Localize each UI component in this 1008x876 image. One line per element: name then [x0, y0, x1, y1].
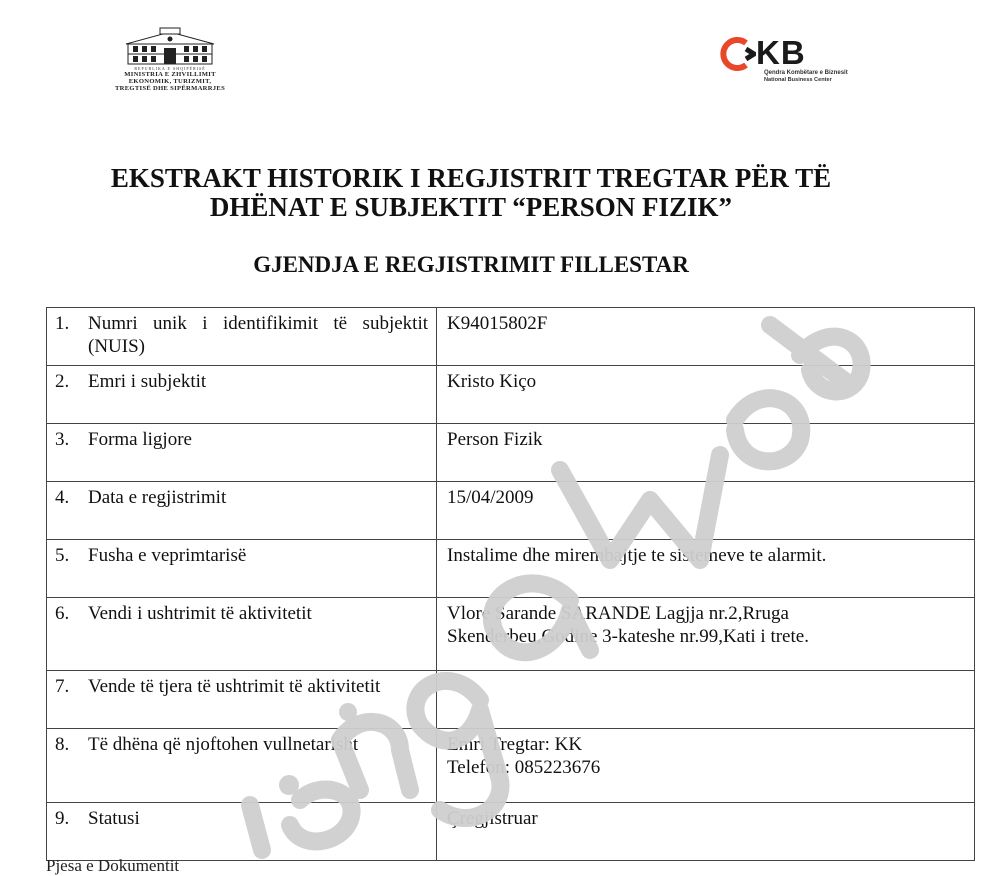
row-label-text: Fusha e veprimtarisë	[88, 545, 247, 566]
row-value-cell	[437, 729, 975, 803]
row-label-text: Statusi	[88, 808, 140, 829]
table-row	[47, 366, 975, 424]
row-label-text: Forma ligjore	[88, 429, 192, 450]
row-label	[55, 675, 428, 698]
table-row	[47, 482, 975, 540]
row-value-line: Instalime dhe mirembajtje te sistemeve te alarmit.	[447, 545, 827, 566]
row-value-cell	[437, 482, 975, 540]
table-row	[47, 308, 975, 366]
table-row	[47, 729, 975, 803]
row-label-text: Vendi i ushtrimit të aktivitetit	[88, 603, 312, 624]
row-label	[55, 807, 428, 830]
table-row	[47, 598, 975, 671]
row-value-cell	[437, 540, 975, 598]
ministry-name-line3: TREGTISË DHE SIPËRMARRJES	[114, 85, 226, 92]
row-number: 6.	[55, 603, 70, 624]
row-value-line: Emri Tregtar: KK	[447, 734, 583, 755]
row-label-text: Emri i subjektit	[88, 371, 207, 392]
row-value-cell	[437, 598, 975, 671]
row-label	[55, 602, 428, 625]
row-number: 3.	[55, 429, 70, 450]
row-value-cell	[437, 366, 975, 424]
row-label-cell	[47, 729, 437, 803]
row-value-line: Kristo Kiço	[447, 371, 537, 392]
row-label-text: Vende të tjera të ushtrimit të aktivitetit	[88, 676, 381, 697]
ministry-building-icon	[120, 26, 220, 66]
row-value-cell	[437, 424, 975, 482]
row-value-line: K94015802F	[447, 313, 548, 334]
table-row	[47, 803, 975, 861]
footer-partial-text: Pjesa e Dokumentit	[46, 856, 180, 875]
row-label	[55, 312, 428, 358]
row-label-text: Data e regjistrimit	[88, 487, 227, 508]
row-number: 8.	[55, 734, 70, 755]
row-label	[55, 544, 428, 567]
register-table	[46, 307, 975, 861]
okb-ring-icon	[716, 36, 756, 72]
table-row	[47, 424, 975, 482]
document-subtitle: GJENDJA E REGJISTRIMIT FILLESTAR	[253, 252, 689, 277]
ministry-republic-text: REPUBLIKA E SHQIPËRISË	[134, 66, 206, 71]
row-label-cell	[47, 366, 437, 424]
row-label-cell	[47, 424, 437, 482]
row-label-text: Numri unik i identifikimit të subjektit (NUIS)	[88, 313, 428, 357]
register-table-body	[47, 308, 975, 861]
row-value-line: 15/04/2009	[447, 487, 534, 508]
row-value-line: Skenderbeu,Godine 3-kateshe nr.99,Kati i trete.	[447, 626, 809, 647]
row-value-line: Person Fizik	[447, 429, 543, 450]
row-label	[55, 370, 428, 393]
row-value-line: Telefon: 085223676	[447, 757, 601, 778]
document-title	[40, 164, 902, 222]
table-row	[47, 540, 975, 598]
row-value-line: Vlore Sarande SARANDE Lagjja nr.2,Rruga	[447, 603, 789, 624]
row-label-cell	[47, 482, 437, 540]
row-number: 9.	[55, 808, 70, 829]
table-row	[47, 671, 975, 729]
row-number: 5.	[55, 545, 70, 566]
row-value-cell	[437, 671, 975, 729]
row-value-line: Çregjistruar	[447, 808, 538, 829]
row-number: 2.	[55, 371, 70, 392]
row-label-text: Të dhëna që njoftohen vullnetarisht	[88, 734, 359, 755]
row-label	[55, 486, 428, 509]
ministry-name-line1: MINISTRIA E ZHVILLIMIT	[124, 71, 216, 78]
document-title-line2: DHËNAT E SUBJEKTIT “PERSON FIZIK”	[209, 192, 733, 222]
row-label-cell	[47, 671, 437, 729]
row-number: 4.	[55, 487, 70, 508]
ministry-logo	[78, 26, 262, 96]
okb-subtitle-en: National Business Center	[764, 77, 832, 83]
row-number: 7.	[55, 676, 70, 697]
row-value-cell	[437, 308, 975, 366]
row-value-cell	[437, 803, 975, 861]
ministry-name-line2: EKONOMIK, TURIZMIT,	[128, 78, 212, 85]
row-label	[55, 733, 428, 756]
okb-logo	[716, 36, 876, 86]
okb-subtitle-sq: Qendra Kombëtare e Biznesit	[764, 70, 848, 76]
row-label-cell	[47, 598, 437, 671]
row-label-cell	[47, 540, 437, 598]
document-title-line1: EKSTRAKT HISTORIK I REGJISTRIT TREGTAR PËR TË	[110, 163, 832, 193]
row-number: 1.	[55, 313, 70, 334]
row-label-cell	[47, 308, 437, 366]
row-label	[55, 428, 428, 451]
row-label-cell	[47, 803, 437, 861]
okb-letters: KB	[756, 34, 806, 71]
